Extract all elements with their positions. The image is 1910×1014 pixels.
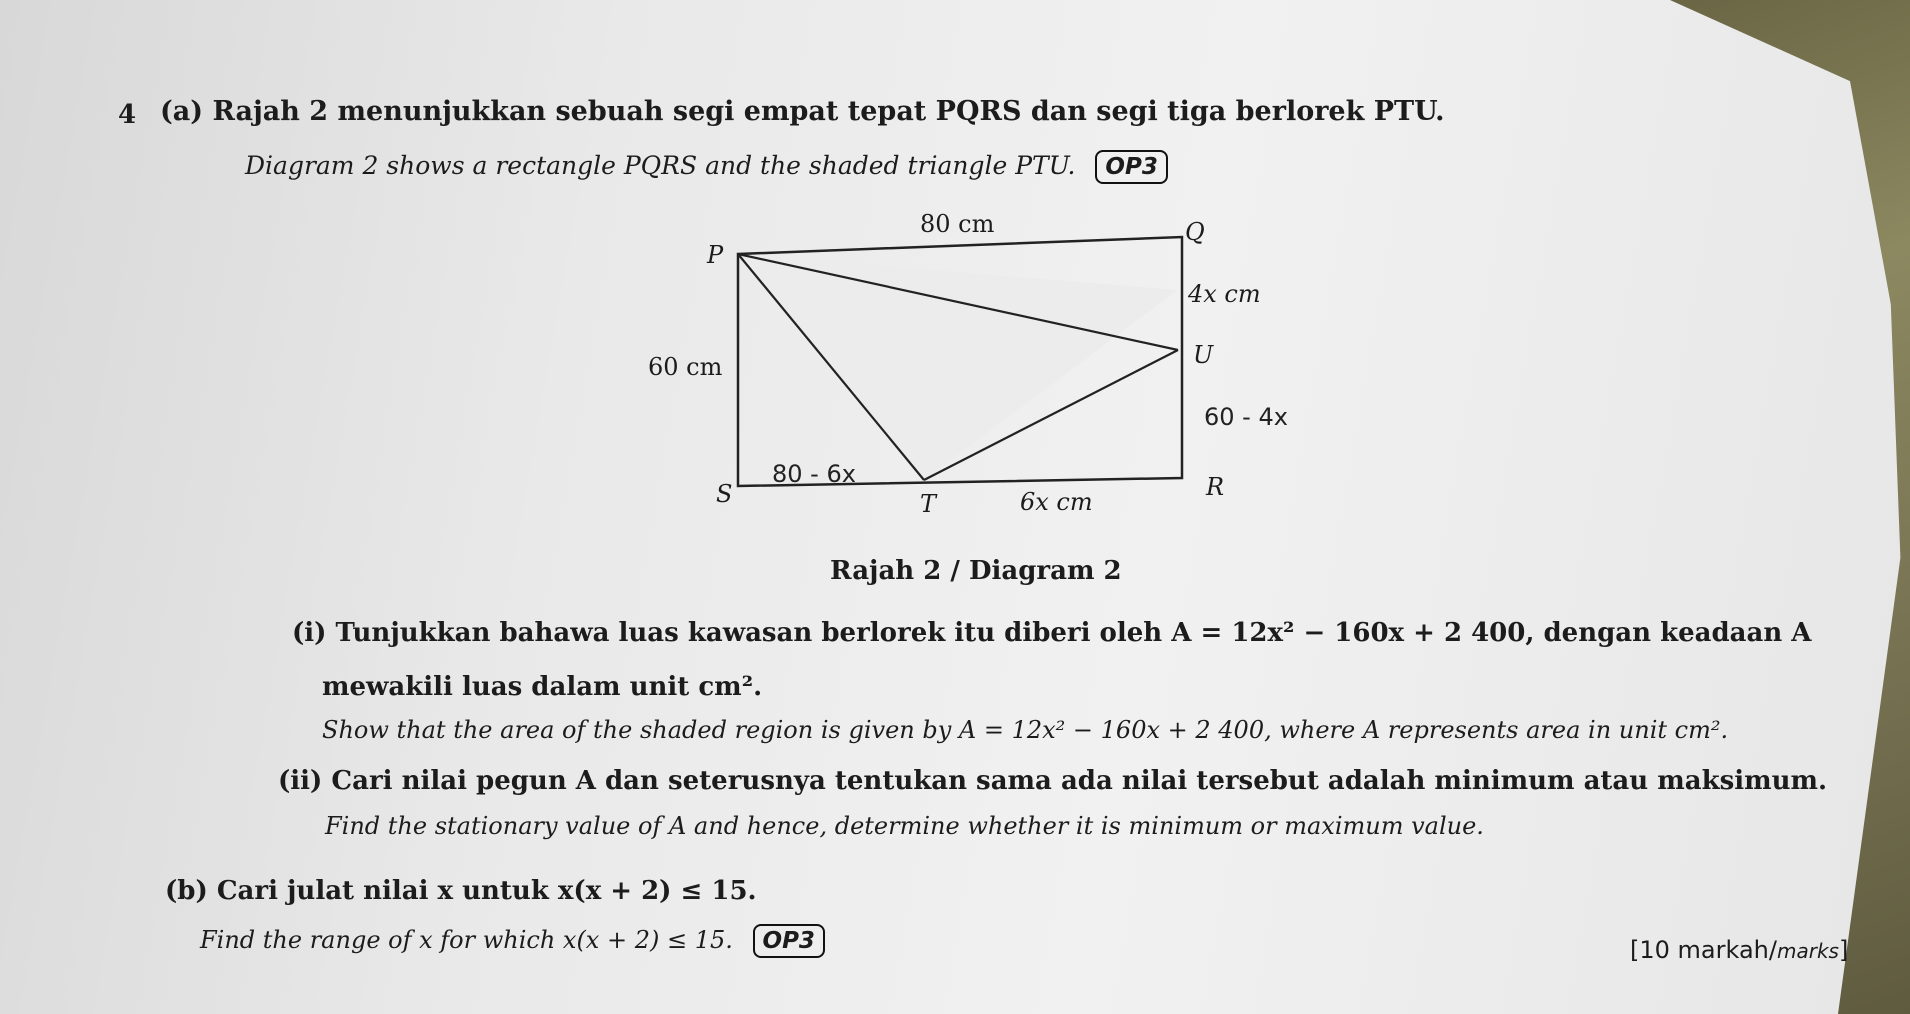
part-b-malay-text: Cari julat nilai x untuk x(x + 2) ≤ 15.: [216, 876, 757, 906]
part-b-malay: [165, 876, 757, 906]
marks-allocation: [1630, 936, 1848, 964]
label-left-length: 60 cm: [648, 353, 723, 381]
vertex-t: T: [920, 490, 937, 518]
part-ii-english: Find the stationary value of A and hence, determine whether it is minimum or maximum value.: [325, 812, 1484, 840]
part-b-english-text: Find the range of x for which x(x + 2) ≤ 15.: [200, 926, 733, 954]
vertex-s: S: [716, 480, 733, 508]
label-tr-length: 6x cm: [1020, 488, 1093, 516]
handwritten-ur: 60 - 4x: [1204, 403, 1288, 431]
part-i-malay-line1: [292, 618, 1811, 648]
part-a-label: (a): [160, 96, 204, 127]
diagram-caption: Rajah 2 / Diagram 2: [830, 556, 1122, 586]
vertex-u: U: [1193, 341, 1214, 369]
part-b-english: [200, 924, 825, 958]
part-ii-malay-text: Cari nilai pegun A dan seterusnya tentukan sama ada nilai tersebut adalah minimum atau maksimum.: [331, 766, 1828, 796]
question-number: 4: [118, 100, 137, 130]
vertex-p: P: [707, 241, 724, 269]
part-a-malay-text: Rajah 2 menunjukkan sebuah segi empat tepat PQRS dan segi tiga berlorek PTU.: [212, 96, 1445, 127]
part-ii-label: (ii): [278, 766, 323, 796]
marks-bracket-open: [: [1630, 936, 1640, 964]
part-ii-malay: [278, 766, 1827, 796]
marks-value-en: marks: [1776, 939, 1839, 963]
part-i-label: (i): [292, 618, 327, 648]
part-i-malay-text: Tunjukkan bahawa luas kawasan berlorek itu diberi oleh A = 12x² − 160x + 2 400, dengan keadaan A: [335, 618, 1812, 648]
handwritten-st: 80 - 6x: [772, 460, 856, 488]
shaded-triangle-ptu: [738, 254, 1178, 480]
marks-bracket-close: ]: [1838, 936, 1849, 964]
vertex-q: Q: [1185, 218, 1205, 246]
part-a-english-text: Diagram 2 shows a rectangle PQRS and the shaded triangle PTU.: [245, 151, 1076, 180]
op3-badge: OP3: [1095, 150, 1167, 184]
part-i-malay-line2: mewakili luas dalam unit cm².: [322, 672, 763, 702]
vertex-r: R: [1206, 473, 1225, 501]
op3-badge-b: OP3: [753, 924, 825, 958]
label-top-length: 80 cm: [920, 210, 995, 238]
label-qu-length: 4x cm: [1188, 280, 1261, 308]
marks-value: 10 markah/: [1639, 936, 1777, 964]
part-i-english: Show that the area of the shaded region is given by A = 12x² − 160x + 2 400, where A represents area in unit cm².: [322, 716, 1729, 744]
part-b-label: (b): [165, 876, 208, 906]
